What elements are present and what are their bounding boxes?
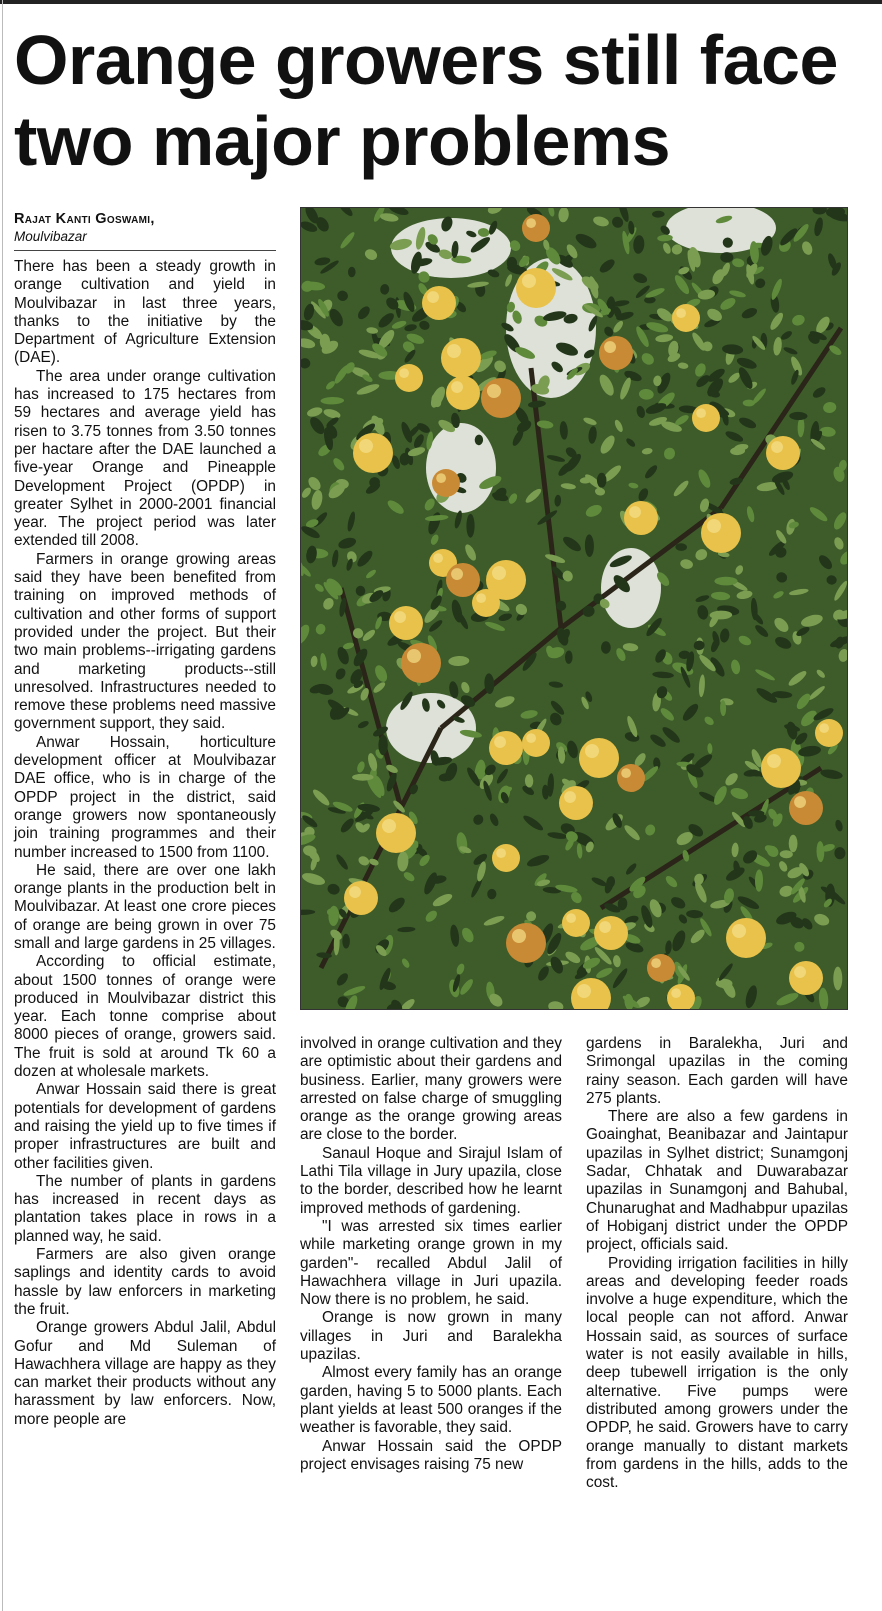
fruit-highlight [599, 921, 611, 933]
fruit-highlight [407, 649, 421, 663]
fruit-highlight [476, 593, 486, 603]
fruit-highlight [707, 519, 721, 533]
fruit-highlight [604, 341, 616, 353]
fruit-highlight [487, 384, 501, 398]
orange-fruit [516, 268, 556, 308]
orange-fruit [353, 433, 393, 473]
article-paragraph: Orange growers Abdul Jalil, Abdul Gofur and Md Suleman of Hawachhera village are happy as they can market their products without any harassment by law enforcers. Now, more people are [14, 1319, 276, 1428]
leaf [352, 774, 373, 781]
fruit-highlight [496, 848, 506, 858]
orange-fruit [789, 791, 823, 825]
orange-fruit [599, 336, 633, 370]
article-paragraph: "I was arrested six times earlier while marketing orange grown in my garden"- recalled Abdul Jalil of Hawachhera village in Juri upazila. Now there is no problem, he said. [300, 1217, 562, 1309]
leaf [466, 514, 474, 538]
fruit-highlight [564, 791, 576, 803]
headline-line-2: two major problems [14, 102, 671, 180]
article-paragraph: Providing irrigation facilities in hilly areas and developing feeder roads involve a huge expenditure, which the local people can not afford. Anwar Hossain said, as sources of surface water is not easily available in hills, deep tubewell irrigation is the only alternative. Five pumps were distributed among growers under the OPDP, he said. Growers have to carry orange manually to distant markets from gardens in the hills, adds to the cost. [586, 1254, 848, 1492]
author-location: Moulvibazar [14, 229, 87, 244]
orange-tree-photo [300, 207, 848, 1010]
article-paragraph: Anwar Hossain said there is great potentials for development of gardens and raising the yield up to five times if proper infrastructures are built and other facilities given. [14, 1081, 276, 1172]
article-paragraph: Farmers in orange growing areas said they have been benefited from training on improved methods of cultivation and other forms of support provided under the project. But their two main problems--irrigating gardens and marketing products--still unresolved. Infrastructures needed to remove these problems need massive government support, they said. [14, 550, 276, 733]
orange-fruit [395, 364, 423, 392]
fruit-highlight [577, 984, 591, 998]
fruit-highlight [447, 344, 461, 358]
orange-fruit [441, 338, 481, 378]
leaf [833, 967, 842, 991]
top-rule [0, 0, 882, 4]
fruit-highlight [794, 796, 806, 808]
fruit-highlight [676, 308, 686, 318]
article-paragraph: Anwar Hossain said the OPDP project envisages raising 75 new [300, 1437, 562, 1473]
orange-fruit [376, 813, 416, 853]
orange-fruit [815, 719, 843, 747]
fruit-highlight [566, 913, 576, 923]
fruit-highlight [696, 408, 706, 418]
article-paragraph: There are also a few gardens in Goainghat, Beanibazar and Jaintapur upazilas in Sylhet district; Sunamgonj Sadar, Chhatak and Duwarabazar upazilas in Sunamgonj and Bahubal, Chunarughat and Madhabpur upazilas of Hobiganj district under the OPDP project, officials said. [586, 1108, 848, 1254]
fruit-highlight [526, 218, 536, 228]
orange-fruit [672, 304, 700, 332]
article-column-1 [14, 258, 276, 1429]
leaf [320, 334, 330, 350]
leaf [720, 252, 733, 262]
orange-fruit [401, 643, 441, 683]
orange-fruit [389, 606, 423, 640]
fruit-highlight [771, 441, 783, 453]
leaf [601, 641, 611, 653]
orange-fruit [432, 469, 460, 497]
orange-fruit [579, 738, 619, 778]
byline-rule [14, 250, 276, 251]
article-paragraph: gardens in Baralekha, Juri and Srimongal upazilas in the coming rainy season. Each garden will have 275 plants. [586, 1035, 848, 1107]
fruit-highlight [794, 966, 806, 978]
article-paragraph: Orange is now grown in many villages in Juri and Baralekha upazilas. [300, 1309, 562, 1364]
orange-fruit [489, 731, 523, 765]
orange-fruit [594, 916, 628, 950]
fruit-highlight [767, 754, 781, 768]
fruit-highlight [629, 506, 641, 518]
orange-fruit [559, 786, 593, 820]
fruit-highlight [585, 744, 599, 758]
fruit-highlight [427, 291, 439, 303]
orange-fruit [617, 764, 645, 792]
headline-line-1: Orange growers still face [14, 21, 838, 99]
fruit-highlight [522, 274, 536, 288]
article-paragraph: According to official estimate, about 1500 tonnes of orange were produced in Moulvibazar district this year. Each tonne comprise about 8000 pieces of orange, growers said. The fruit is sold at around Tk 60 a dozen at wholesale markets. [14, 953, 276, 1081]
orange-fruit [701, 513, 741, 553]
article-paragraph: Farmers are also given orange saplings and identity cards to avoid hassle by law enforcers in marketing the fruit. [14, 1246, 276, 1318]
byline [14, 210, 276, 245]
fruit-highlight [819, 723, 829, 733]
article-paragraph: He said, there are over one lakh orange plants in the production belt in Moulvibazar. At least one crore pieces of orange are being grown in over 75 small and large gardens in 25 villages. [14, 861, 276, 952]
orange-fruit [446, 376, 480, 410]
orange-fruit [692, 404, 720, 432]
left-border [2, 0, 3, 1611]
article-column-2 [300, 1035, 562, 1474]
fruit-highlight [451, 381, 463, 393]
leaf [714, 577, 737, 586]
fruit-highlight [621, 768, 631, 778]
article-column-3 [586, 1035, 848, 1492]
article-paragraph: The area under orange cultivation has increased to 175 hectares from 59 hectares and average yield has risen to 3.75 tonnes from 3.50 tonnes per hactare after the DAE launched a five-year Orange and Pineapple Development Project (OPDP) in greater Sylhet in 2000-2001 financial year. The project period was later extended till 2008. [14, 367, 276, 550]
orange-fruit [789, 961, 823, 995]
article-paragraph: Sanaul Hoque and Sirajul Islam of Lathi Tila village in Jury upazila, close to the border, described how he learnt improved methods of gardening. [300, 1144, 562, 1217]
orange-fruit [562, 909, 590, 937]
fruit-highlight [671, 988, 681, 998]
fruit-highlight [732, 924, 746, 938]
orange-fruit [492, 844, 520, 872]
orange-fruit [624, 501, 658, 535]
headline [14, 20, 874, 182]
fruit-highlight [382, 819, 396, 833]
fruit-highlight [399, 368, 409, 378]
orange-fruit [472, 589, 500, 617]
leaf [597, 473, 607, 488]
fruit-highlight [433, 553, 443, 563]
article-paragraph: The number of plants in gardens has increased in recent days as plantation takes place in rows in a planned way, he said. [14, 1172, 276, 1245]
orange-fruit [761, 748, 801, 788]
fruit-highlight [492, 566, 506, 580]
article-paragraph: There has been a steady growth in orange cultivation and yield in Moulvibazar in last three years, thanks to the initiative by the Department of Agriculture Extension (DAE). [14, 258, 276, 367]
article-paragraph: involved in orange cultivation and they are optimistic about their gardens and business. Earlier, many growers were arrested on false charge of smuggling orange as the orange growing areas are close to the border. [300, 1035, 562, 1144]
article-paragraph: Anwar Hossain, horticulture development officer at Moulvibazar DAE office, who is in charge of the OPDP project in the district, said orange growers now spontaneously join training programmes and their number increased to 1500 from 1100. [14, 733, 276, 861]
fruit-highlight [349, 886, 361, 898]
orange-fruit [344, 881, 378, 915]
fruit-highlight [359, 439, 373, 453]
orange-fruit [726, 918, 766, 958]
fruit-highlight [651, 958, 661, 968]
fruit-highlight [394, 611, 406, 623]
orange-tree-photo-icon [301, 208, 847, 1009]
author-name: Rajat Kanti Goswami, [14, 211, 155, 227]
orange-fruit [422, 286, 456, 320]
fruit-highlight [526, 733, 536, 743]
fruit-highlight [494, 736, 506, 748]
orange-fruit [481, 378, 521, 418]
orange-fruit [766, 436, 800, 470]
article-paragraph: Almost every family has an orange garden, having 5 to 5000 plants. Each plant yields at least 500 oranges if the weather is favorable, they said. [300, 1364, 562, 1437]
leaf [789, 835, 798, 853]
fruit-highlight [436, 473, 446, 483]
fruit-highlight [512, 929, 526, 943]
orange-fruit [506, 923, 546, 963]
fruit-highlight [451, 568, 463, 580]
orange-fruit [446, 563, 480, 597]
orange-fruit [522, 729, 550, 757]
orange-fruit [647, 954, 675, 982]
leaf [342, 934, 350, 949]
orange-fruit [522, 214, 550, 242]
